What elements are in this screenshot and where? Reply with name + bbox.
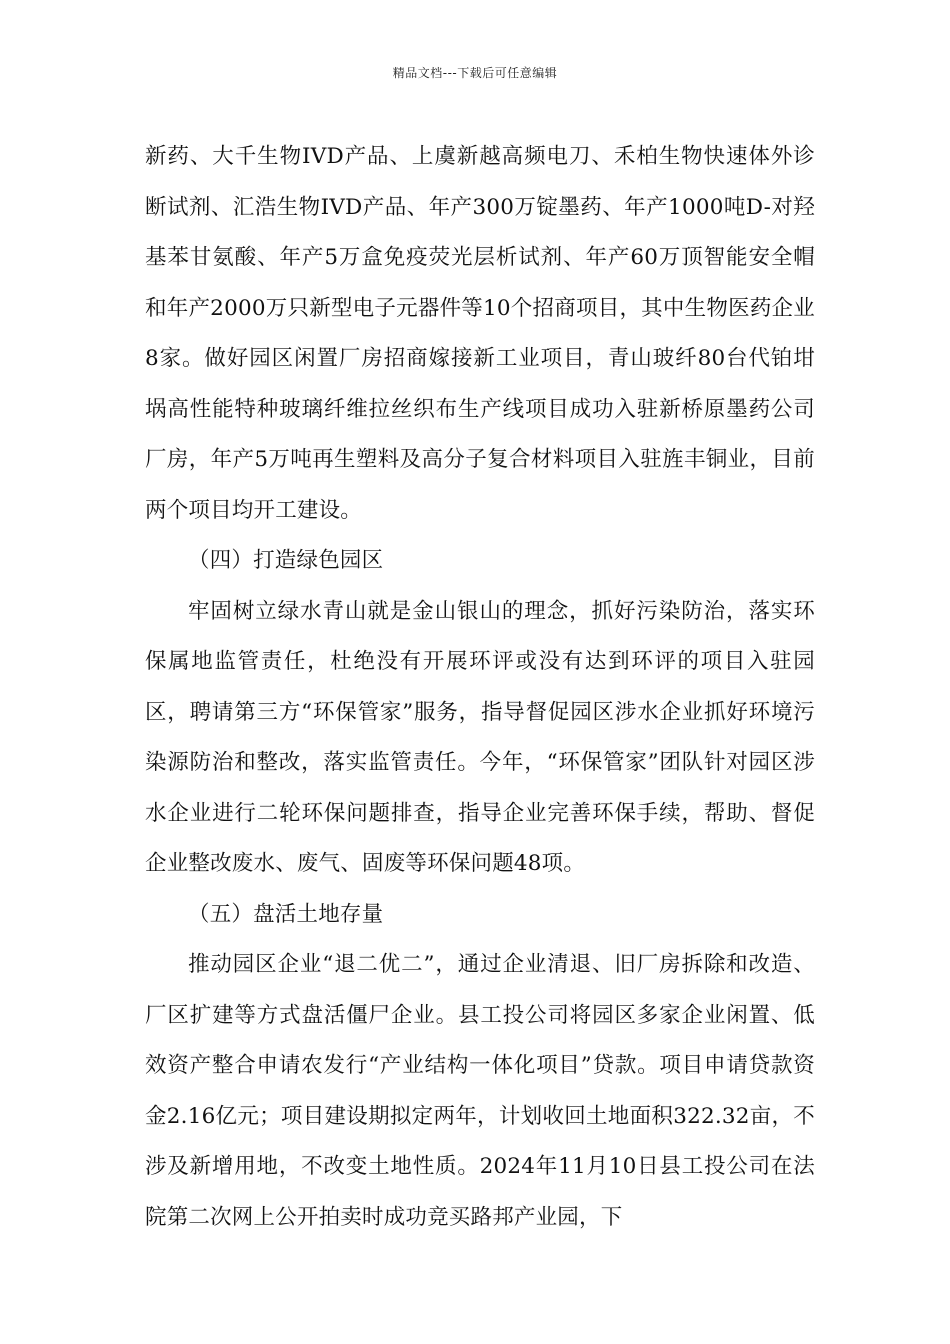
- paragraph-land-stock: 推动园区企业“退二优二”，通过企业清退、旧厂房拆除和改造、厂区扩建等方式盘活僵尸企业。县工投公司将园区多家企业闲置、低效资产整合申请农发行“产业结构一体化项目”贷款。项目申请贷款资金2.16亿元；项目建设期拟定两年，计划收回土地面积322.32亩，不涉及新增用地，不改变土地性质。2024年11月10日县工投公司在法院第二次网上公开拍卖时成功竞买路邦产业园，下: [145, 952, 815, 1230]
- paragraph-continued: 新药、大千生物IVD产品、上虞新越高频电刀、禾柏生物快速体外诊断试剂、汇浩生物IVD产品、年产300万锭墨药、年产1000吨D-对羟基苯甘氨酸、年产5万盒免疫荧光层析试剂、年产60万顶智能安全帽和年产2000万只新型电子元器件等10个招商项目，其中生物医药企业8家。做好园区闲置厂房招商嫁接新工业项目，青山玻纤80台代铂坩埚高性能特种玻璃纤维拉丝织布生产线项目成功入驻新桥原墨药公司厂房，年产5万吨再生塑料及高分子复合材料项目入驻旌丰铜业，目前两个项目均开工建设。: [145, 144, 815, 523]
- section-heading-5: （五）盘活土地存量: [188, 901, 384, 927]
- paragraph-green-park: 牢固树立绿水青山就是金山银山的理念，抓好污染防治，落实环保属地监管责任，杜绝没有开展环评或没有达到环评的项目入驻园区，聘请第三方“环保管家”服务，指导督促园区涉水企业抓好环境污染源防治和整改，落实监管责任。今年，“环保管家”团队针对园区涉水企业进行二轮环保问题排查，指导企业完善环保手续，帮助、督促企业整改废水、废气、固废等环保问题48项。: [145, 598, 815, 876]
- page-header: 精品文档---下载后可任意编辑: [392, 66, 558, 80]
- document-body: [145, 132, 815, 1243]
- section-heading-4: （四）打造绿色园区: [188, 548, 384, 573]
